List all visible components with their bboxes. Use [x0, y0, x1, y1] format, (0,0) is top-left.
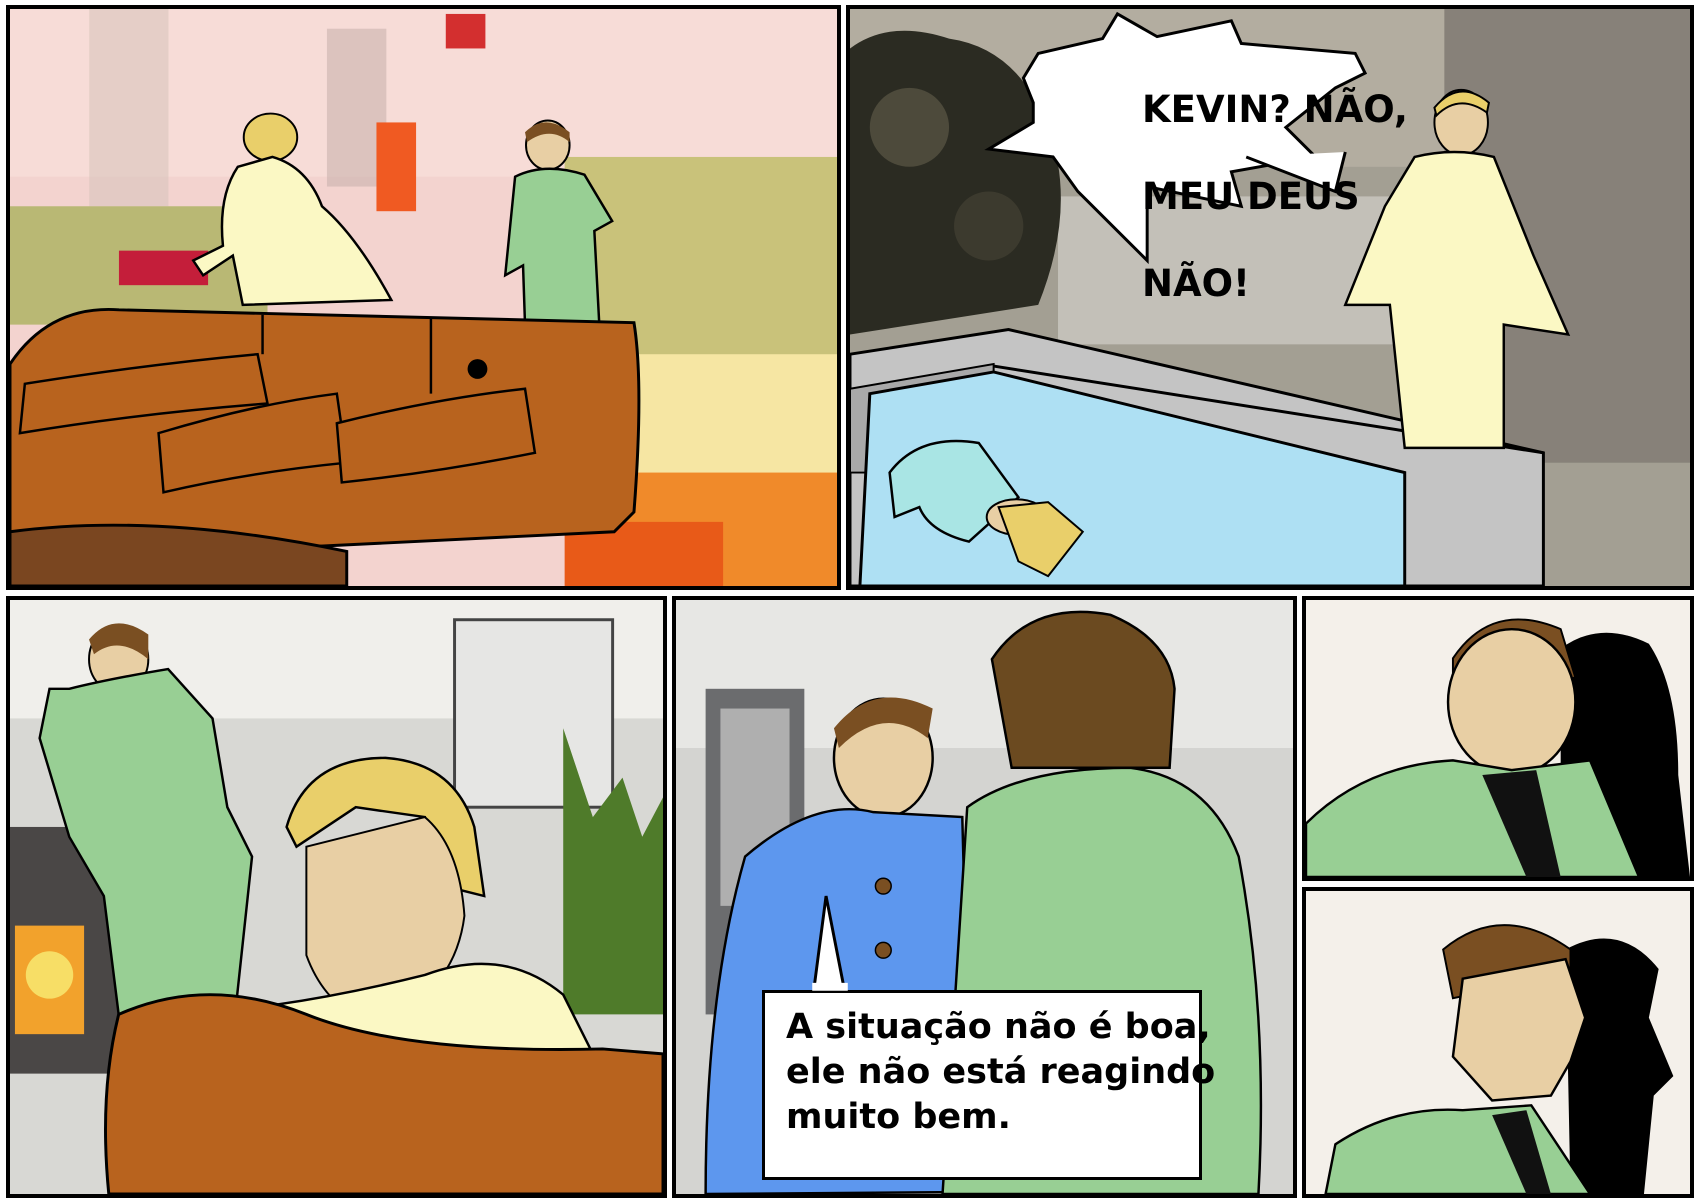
panel-pool [846, 5, 1694, 590]
panel-fireplace [6, 596, 667, 1198]
living-room-scene [10, 9, 837, 586]
shout-bubble-text [1142, 44, 1408, 350]
fireplace-scene [10, 600, 663, 1194]
panel-two-men [672, 596, 1297, 1198]
panel-closeup-profile [1302, 887, 1694, 1198]
panel-closeup-front [1302, 596, 1694, 881]
closeup-front-scene [1306, 600, 1690, 877]
closeup-profile-scene [1306, 891, 1690, 1194]
caption-line-2: ele não está reagindo [786, 1051, 1216, 1092]
shout-line-2: MEU DEUS [1142, 174, 1360, 218]
shout-line-1: KEVIN? NÃO, [1142, 87, 1408, 131]
panel-living-room [6, 5, 841, 590]
caption-line-1: A situação não é boa, [786, 1007, 1211, 1047]
caption-line-3: muito bem. [786, 1096, 1011, 1137]
speech-caption-text [786, 1005, 1215, 1139]
shout-line-3: NÃO! [1142, 262, 1250, 306]
